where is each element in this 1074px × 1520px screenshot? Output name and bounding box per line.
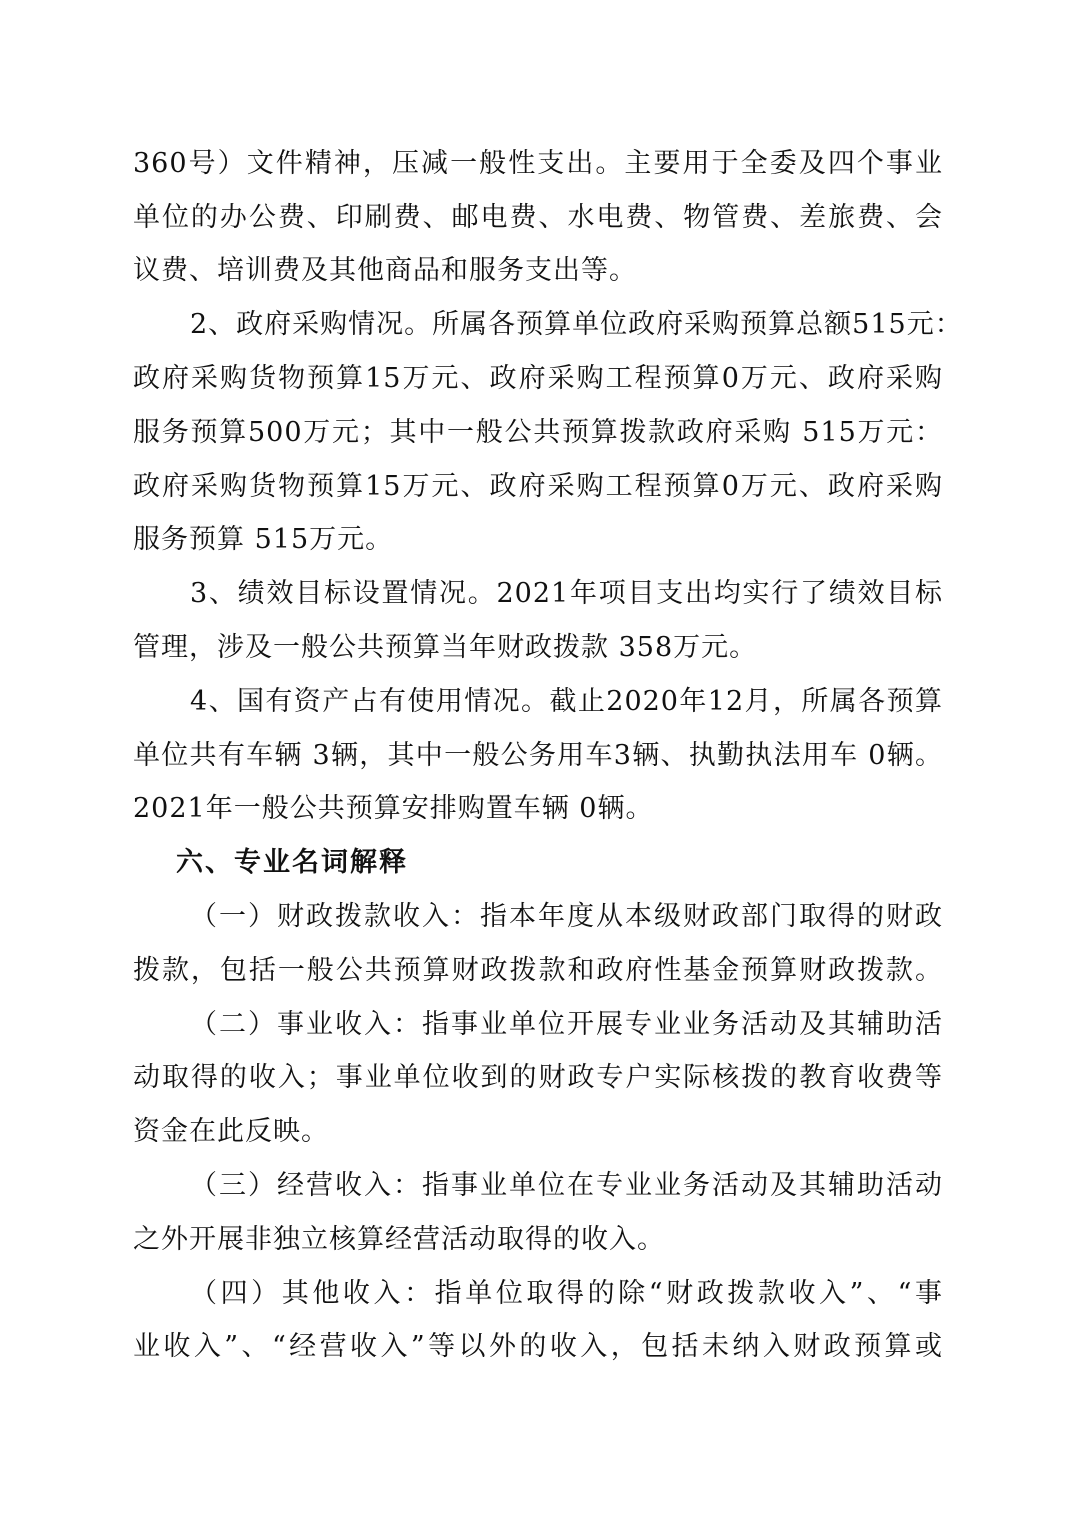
text-line: 拨款，包括一般公共预算财政拨款和政府性基金预算财政拨款。: [133, 955, 943, 986]
text-line: 动取得的收入；事业单位收到的财政专户实际核拨的教育收费等: [133, 1062, 943, 1093]
section-heading: 六、专业名词解释: [176, 847, 408, 878]
text-line: （三）经营收入：指事业单位在专业业务活动及其辅助活动: [190, 1170, 943, 1201]
text-line: （二）事业收入：指事业单位开展专业业务活动及其辅助活: [190, 1009, 943, 1040]
text-line: 资金在此反映。: [133, 1116, 329, 1147]
text-line: 管理，涉及一般公共预算当年财政拨款 358万元。: [133, 632, 758, 663]
text-line: 单位的办公费、印刷费、邮电费、水电费、物管费、差旅费、会: [133, 202, 943, 233]
text-line: 之外开展非独立核算经营活动取得的收入。: [133, 1224, 665, 1255]
text-line: 单位共有车辆 3辆，其中一般公务用车3辆、执勤执法用车 0辆。: [133, 740, 943, 771]
text-line: （四）其他收入：指单位取得的除“财政拨款收入”、“事: [190, 1278, 943, 1309]
text-line: 议费、培训费及其他商品和服务支出等。: [133, 255, 637, 286]
text-line: 360号）文件精神，压减一般性支出。主要用于全委及四个事业: [133, 148, 943, 179]
text-line: 政府采购货物预算15万元、政府采购工程预算0万元、政府采购: [133, 471, 943, 502]
text-line: 2021年一般公共预算安排购置车辆 0辆。: [133, 793, 654, 824]
text-line: 4、国有资产占有使用情况。截止2020年12月，所属各预算: [190, 686, 943, 717]
text-line: 业收入”、“经营收入”等以外的收入，包括未纳入财政预算或: [133, 1331, 943, 1362]
text-line: （一）财政拨款收入：指本年度从本级财政部门取得的财政: [190, 901, 943, 932]
text-line: 2、政府采购情况。所属各预算单位政府采购预算总额515元：: [190, 309, 963, 340]
text-line: 3、绩效目标设置情况。2021年项目支出均实行了绩效目标: [190, 578, 943, 609]
text-line: 政府采购货物预算15万元、政府采购工程预算0万元、政府采购: [133, 363, 943, 394]
text-line: 服务预算500万元；其中一般公共预算拨款政府采购 515万元：: [133, 417, 943, 448]
text-line: 服务预算 515万元。: [133, 524, 394, 555]
